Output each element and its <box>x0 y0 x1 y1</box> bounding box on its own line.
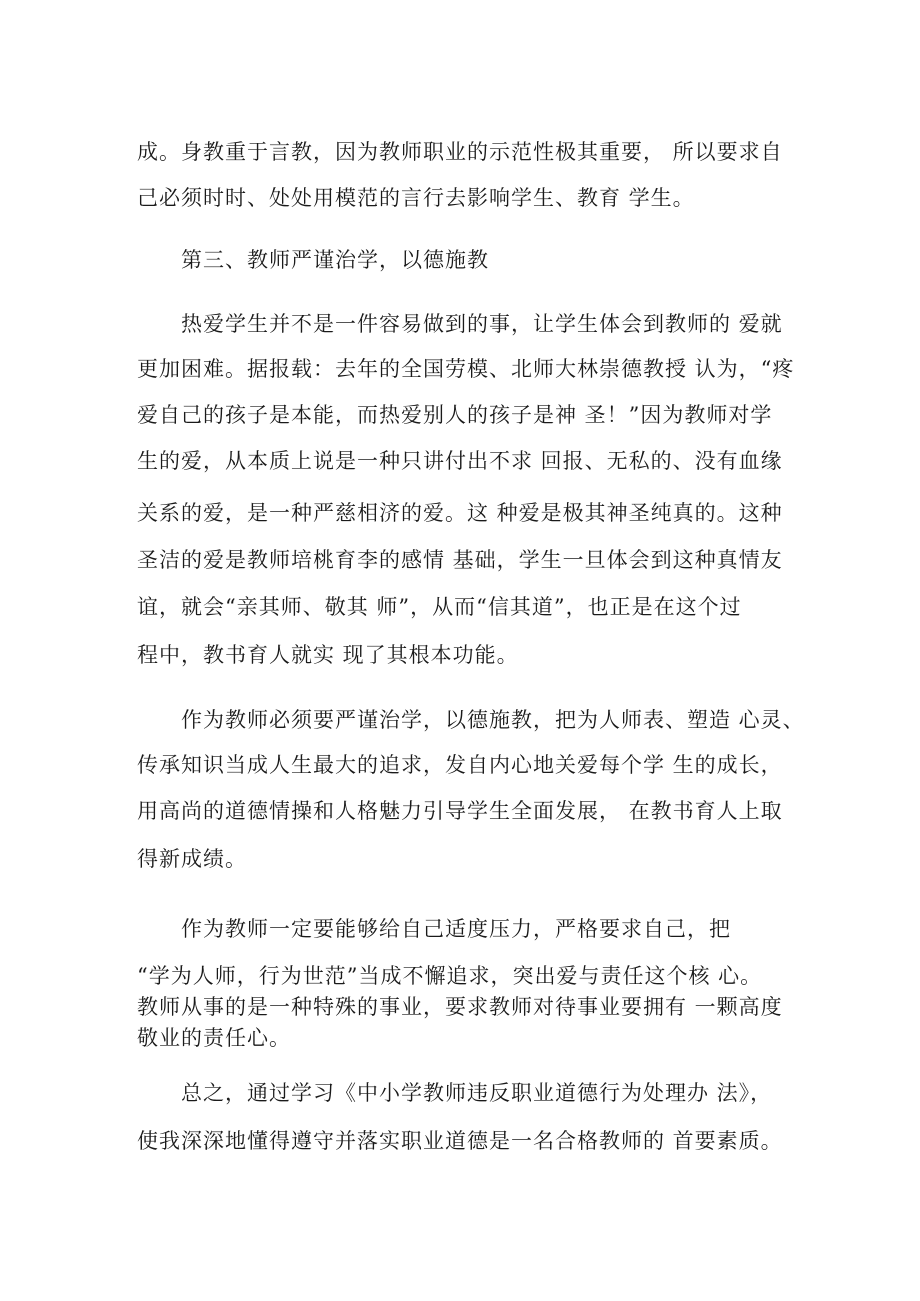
text-line: 总之，通过学习《中小学教师违反职业道德行为处理办 法》， <box>181 1081 773 1105</box>
text-line: 己必须时时、处处用模范的言行去影响学生、教育 学生。 <box>137 186 695 210</box>
text-line: 关系的爱，是一种严慈相济的爱。这 种爱是极其神圣纯真的。这种 <box>137 501 783 525</box>
text-line: 使我深深地懂得遵守并落实职业道德是一名合格教师的 首要素质。 <box>137 1129 783 1153</box>
text-line: 敬业的责任心。 <box>137 1026 291 1050</box>
text-line: 得新成绩。 <box>137 847 247 871</box>
text-line: 用高尚的道德情操和人格魅力引导学生全面发展， 在教书育人上取 <box>137 799 783 823</box>
text-line: 程中，教书育人就实 现了其根本功能。 <box>137 643 519 667</box>
text-line: “学为人师，行为世范”当成不懈追求，突出爱与责任这个核 心。 <box>137 964 763 988</box>
text-line: 作为教师一定要能够给自己适度压力，严格要求自己，把 <box>181 917 731 941</box>
text-line: 成。身教重于言教，因为教师职业的示范性极其重要， 所以要求自 <box>137 140 783 164</box>
text-line: 更加困难。据报载：去年的全国劳模、北师大林崇德教授 认为，“疼 <box>137 357 795 381</box>
section-heading: 第三、教师严谨治学，以德施教 <box>181 248 489 272</box>
text-line: 热爱学生并不是一件容易做到的事，让学生体会到教师的 爱就 <box>181 312 783 336</box>
text-line: 教师从事的是一种特殊的事业，要求教师对待事业要拥有 一颗高度 <box>137 995 783 1019</box>
text-line: 谊，就会“亲其师、敬其 师”，从而“信其道”，也正是在这个过 <box>137 595 742 619</box>
text-line: 圣洁的爱是教师培桃育李的感情 基础，学生一旦体会到这种真情友 <box>137 548 783 572</box>
text-line: 生的爱，从本质上说是一种只讲付出不求 回报、无私的、没有血缘 <box>137 449 783 473</box>
text-line: 传承知识当成人生最大的追求，发自内心地关爱每个学 生的成长， <box>137 753 783 777</box>
text-line: 爱自己的孩子是本能，而热爱别人的孩子是神 圣！”因为教师对学 <box>137 403 773 427</box>
text-line: 作为教师必须要严谨治学，以德施教，把为人师表、塑造 心灵、 <box>181 708 805 732</box>
